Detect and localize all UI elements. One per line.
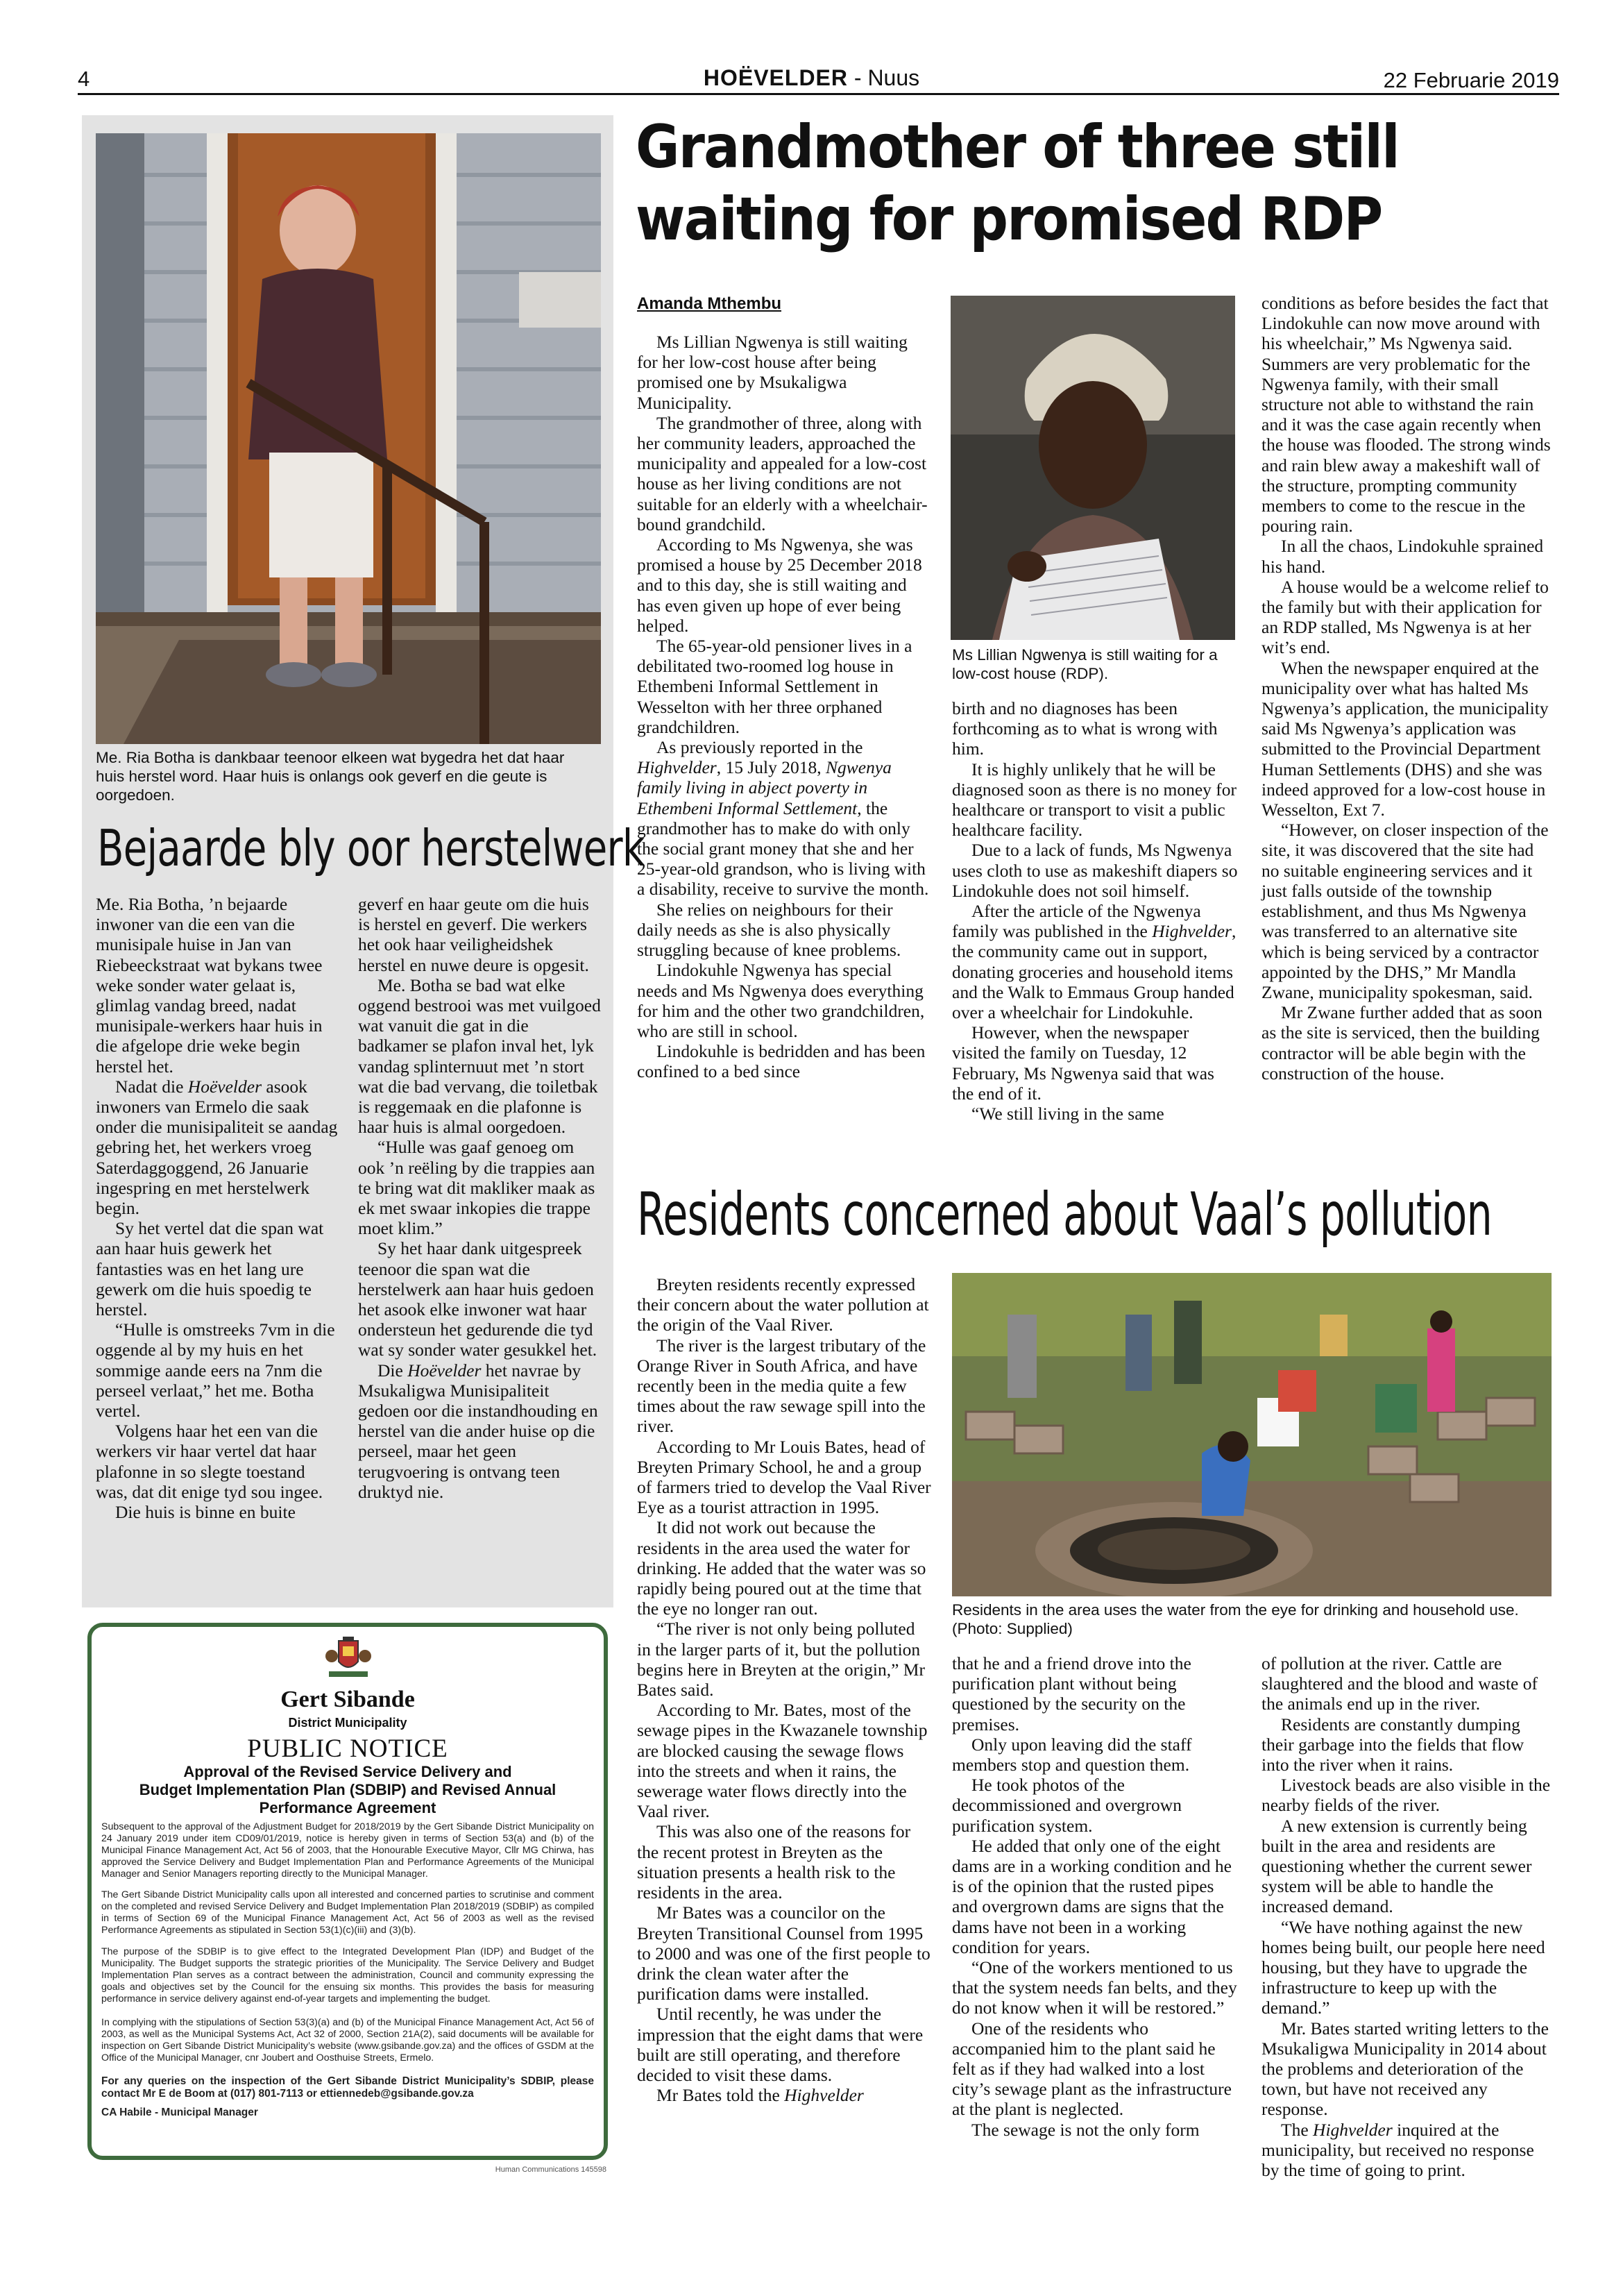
publication-name: HOËVELDER bbox=[703, 65, 848, 90]
header-rule bbox=[78, 93, 1559, 95]
paragraph: A new extension is currently being built in the area and residents are questioning whether the current sewer system will be able to handle the increased demand. bbox=[1261, 1815, 1532, 1917]
page-number: 4 bbox=[78, 67, 90, 91]
notice-org-sub: District Municipality bbox=[288, 1716, 407, 1730]
section-name: - Nuus bbox=[853, 65, 920, 90]
paragraph: Lindokuhle is bedridden and has been confined to a bed since bbox=[637, 1041, 926, 1082]
paragraph: As previously reported in the Highvelder, 15 July 2018, Ngwenya family living in abject poverty in Ethembeni Informal Settlement, the grandmother has to make do with only the social grant money that she and her 25-year-old grandson, who is living with a disability, receive to survive the month. bbox=[637, 737, 929, 900]
paragraph: It did not work out because the residents in the area used the water for drinking. He added that the water was so rapidly being poured out at the time that the eye no longer ran out. bbox=[637, 1517, 926, 1619]
notice-paragraph-4: In complying with the stipulations of Section 53(3)(a) and (b) of the Municipal Finance Management Act, Act 56 of 2003, as well as the Municipal Systems Act, Act 32 of 2000, Section 21A(2), said documents will be available for inspection on Gert Sibande District Municipality’s website (www.gsibande.gov.za) and the offices of GSDM at the Office of the Municipal Manager, cnr Joubert and Oosthuise Streets, Ermelo. bbox=[101, 2017, 594, 2063]
vaal-column-2 bbox=[952, 1653, 1239, 2140]
paragraph: Lindokuhle Ngwenya has special needs and Ms Ngwenya does everything for him and the other two grandchildren, who are still in school. bbox=[637, 960, 925, 1041]
paragraph: After the article of the Ngwenya family was published in the Highvelder, the community came out in support, donating groceries and household items and the Walk to Emmaus Group handed over a wheelchair for Lindokuhle. bbox=[952, 901, 1237, 1023]
rdp-byline: Amanda Mthembu bbox=[637, 294, 782, 313]
paragraph: “Hulle is omstreeks 7vm in die oggende al by my huis en het sommige aande eers na 7nm die perseel verlaat,” het me. Botha vertel. bbox=[96, 1319, 335, 1421]
vaal-photo-caption: Residents in the area uses the water from the eye for drinking and household use. (Photo: Supplied) bbox=[952, 1601, 1519, 1637]
paragraph: He added that only one of the eight dams are in a working condition and he is of the opinion that the rusted pipes and overgrown dams are signs that the dams have not been in a working condition for years. bbox=[952, 1835, 1232, 1957]
notice-subtitle: Approval of the Revised Service Delivery and Budget Implementation Plan (SDBIP) and Revised Annual Performance Agreement bbox=[139, 1763, 556, 1816]
paragraph: Breyten residents recently expressed their concern about the water pollution at the origin of the Vaal River. bbox=[637, 1274, 929, 1335]
paragraph: A house would be a welcome relief to the family but with their application for an RDP stalled, Ms Ngwenya is at her wit’s end. bbox=[1261, 576, 1549, 658]
paragraph: “However, on closer inspection of the site, it was discovered that the site had no suitable engineering services and it just falls outside of the township establishment, and thus Ms Ngwenya was transferred to an alternative site which is being serviced by a contractor appointed by the DHS,” Mr Mandla Zwane, municipality spokesman, said. bbox=[1261, 820, 1549, 1002]
botha-photo-caption: Me. Ria Botha is dankbaar teenoor elkeen wat bygedra het dat haar huis herstel word. Haar huis is onlangs ook geverf en die geute is oorgedoen. bbox=[96, 749, 565, 804]
rdp-column-1 bbox=[637, 332, 930, 1082]
paragraph: “We still living in the same bbox=[971, 1104, 1164, 1124]
paragraph: The grandmother of three, along with her community leaders, approached the municipality and appealed for a low-cost house as her living conditions are not suitable for an elderly with a wheelchair-bound grandchild. bbox=[637, 412, 928, 534]
paragraph: Mr. Bates started writing letters to the Msukaligwa Municipality in 2014 about the problems and deterioration of the town, but have not received any response. bbox=[1261, 2018, 1549, 2120]
lillian-ngwenya-photo bbox=[951, 296, 1235, 640]
paragraph: According to Mr Louis Bates, head of Breyten Primary School, he and a group of farmers tried to develop the Vaal River Eye as a tourist attraction in 1995. bbox=[637, 1436, 931, 1518]
paragraph: However, when the newspaper visited the family on Tuesday, 12 February, Ms Ngwenya said that was the end of it. bbox=[952, 1022, 1214, 1104]
paragraph: Mr Bates told the Highvelder bbox=[656, 2085, 864, 2106]
paragraph: Volgens haar het een van die werkers vir haar vertel dat haar plafonne in so slegte toestand was, dat dit enige tyd sou ingee. bbox=[96, 1421, 323, 1502]
masthead bbox=[0, 65, 1623, 91]
paragraph: Due to a lack of funds, Ms Ngwenya uses cloth to use as makeshift diapers so Lindokuhle does not soil himself. bbox=[952, 840, 1238, 901]
paragraph: geverf en haar geute om die huis is herstel en geverf. Die werkers het ook haar veiligheidshek herstel en nuwe deure is opgesit. bbox=[358, 894, 589, 975]
paragraph: “The river is not only being polluted in the larger parts of it, but the pollution begins here in Breyten at the origin,” Mr Bates said. bbox=[637, 1619, 925, 1700]
public-notice-advert bbox=[82, 1617, 613, 2179]
paragraph: Residents are constantly dumping their garbage into the fields that flow into the river when it rains. bbox=[1261, 1714, 1524, 1775]
paragraph: In all the chaos, Lindokuhle sprained his hand. bbox=[1261, 536, 1544, 577]
paragraph: Die Hoëvelder het navrae by Msukaligwa Munisipaliteit gedoen oor die instandhouding en herstel van die ander huise op die perseel, maar het geen terugvoering is ontvang teen druktyd nie. bbox=[358, 1360, 598, 1502]
paragraph: conditions as before besides the fact that Lindokuhle can now move around with his wheelchair,” Ms Ngwenya said. Summers are very problematic for the Ngwenya family, with their small structure not able to withstand the rain and it was the case again recently when the house was flooded. The strong winds and rain blew away a makeshift wall of the structure, prompting community members to come to the rescue in the pouring rain. bbox=[1261, 293, 1551, 537]
paragraph: It is highly unlikely that he will be diagnosed soon as there is no money for healthcare or transport to visit a public healthcare facility. bbox=[952, 759, 1237, 841]
paragraph: Only upon leaving did the staff members stop and question them. bbox=[952, 1734, 1192, 1775]
paragraph: Sy het haar dank uitgespreek teenoor die span wat die herstelwerk aan haar huis gedoen het asook elke inwoner wat haar ondersteun het gedurende die tyd wat sy sonder water gesukkel het. bbox=[358, 1238, 597, 1360]
vaal-headline: Residents concerned about Vaal’s pollution bbox=[637, 1180, 1493, 1249]
paragraph: Me. Ria Botha, ’n bejaarde inwoner van die een van die munisipale huise in Jan van Riebeeckstraat wat bykans twee weke sonder water gelaat is, glimlag vandag breed, nadat munisipale-werkers haar huis in die afgelope drie weke begin herstel het. bbox=[96, 894, 323, 1077]
paragraph: According to Mr. Bates, most of the sewage pipes in the Kwazanele township are blocked causing the sewage flows into the streets and when it rains, the sewerage water flows directly into the Vaal river. bbox=[637, 1700, 928, 1822]
rdp-headline: Grandmother of three still waiting for promised RDP bbox=[636, 112, 1399, 254]
notice-paragraph-2: The Gert Sibande District Municipality calls upon all interested and concerned parties to scrutinise and comment on the completed and revised Service Delivery and Budget Implementation Plan 2018/2019 (SDBIP) as compiled in terms of Section 69 of the Municipal Finance Management Act, Act 56 of 2003 as well as the revised Performance Agreements as stipulated in Section 53(1)(c)(iii) and (3)(b). bbox=[101, 1889, 594, 1936]
paragraph: Sy het vertel dat die span wat aan haar huis gewerk het fantasties was en het lang ure gewerk om die huis spoedig te herstel. bbox=[96, 1218, 324, 1320]
paragraph: Nadat die Hoëvelder asook inwoners van Ermelo die saak onder die munisipaliteit se aandag gebring het, het werkers vroeg Saterdaggoggend, 26 Januarie ingespring en met herstelwerk begin. bbox=[96, 1076, 338, 1219]
paragraph: of pollution at the river. Cattle are slaughtered and the blood and waste of the animals end up in the river. bbox=[1261, 1653, 1538, 1714]
notice-paragraph-1: Subsequent to the approval of the Adjustment Budget for 2018/2019 by the Gert Sibande District Municipality on 24 January 2019 under item CD09/01/2019, notice is hereby given in terms of Section 53(a) and (b) of the Municipal Finance Management Act, Act 56 of 2003, that the Honourable Executive Mayor, Cllr MG Chirwa, has approved the Service Delivery and Budget Implementation Plan and Performance Agreements of the Municipal Manager and Senior Managers reporting directly to the Municipal Manager. bbox=[101, 1821, 594, 1880]
paragraph: He took photos of the decommissioned and overgrown purification system. bbox=[952, 1775, 1182, 1836]
paragraph: When the newspaper enquired at the municipality over what has halted Ms Ngwenya’s application, the municipality said Ms Ngwenya’s application was submitted to the Provincial Department Human Settlements (DHS) and she was indeed approved for a low-cost house in Wesselton, Ext 7. bbox=[1261, 657, 1549, 820]
vaal-column-3 bbox=[1261, 1653, 1553, 2180]
notice-title: PUBLIC NOTICE bbox=[247, 1734, 448, 1763]
notice-footer: Human Communications 145598 bbox=[495, 2166, 606, 2174]
paragraph: Mr Zwane further added that as soon as the site is serviced, then the building contractor will be able begin with the construction of the house. bbox=[1261, 1002, 1543, 1083]
paragraph: “One of the workers mentioned to us that the system needs fan belts, and they do not know when it will be restored.” bbox=[952, 1957, 1237, 2018]
vaal-column-1 bbox=[637, 1274, 931, 2105]
rdp-column-2 bbox=[952, 698, 1238, 1124]
notice-org-name: Gert Sibande bbox=[280, 1687, 415, 1712]
paragraph: The Highvelder inquired at the municipality, but received no response by the time of going to print. bbox=[1261, 2119, 1534, 2181]
notice-signatory: CA Habile - Municipal Manager bbox=[101, 2107, 258, 2118]
paragraph: Until recently, he was under the impression that the eight dams that were built are still operating, and therefore decided to visit these dams. bbox=[637, 2004, 924, 2085]
paragraph: The sewage is not the only form bbox=[971, 2119, 1200, 2140]
paragraph: The river is the largest tributary of the Orange River in South Africa, and have recently been in the media quite a few times about the raw sewage spill into the river. bbox=[637, 1335, 926, 1437]
paragraph: Me. Botha se bad wat elke oggend bestrooi was met vuilgoed wat vanuit die gat in die badkamer se plafon inval het, lyk vandag splinternuut met ’n stort wat die bad vervang, die toiletbak is reggemaak en die plafonne is haar huis is almal oorgedoen. bbox=[358, 974, 601, 1138]
paragraph: that he and a friend drove into the purification plant without being questioned by the security on the premises. bbox=[952, 1653, 1191, 1734]
paragraph: Mr Bates was a councilor on the Breyten Transitional Counsel from 1995 to 2000 and was one of the first people to drink the clean water after the purification dams were installed. bbox=[637, 1902, 931, 2004]
paragraph: Livestock beads are also visible in the nearby fields of the river. bbox=[1261, 1775, 1551, 1816]
ria-botha-photo bbox=[96, 133, 601, 744]
paragraph: Ms Lillian Ngwenya is still waiting for her low-cost house after being promised one by Msukaligwa Municipality. bbox=[637, 332, 908, 413]
paragraph: birth and no diagnoses has been forthcoming as to what is wrong with him. bbox=[952, 698, 1218, 759]
paragraph: “Hulle was gaaf genoeg om ook ’n reëling by die trappies aan te bring wat dit makliker maak as ek met swaar inkopies die trappe moet klim.” bbox=[358, 1137, 595, 1239]
municipal-crest-icon bbox=[322, 1637, 375, 1681]
vaal-eye-photo bbox=[952, 1273, 1552, 1596]
paragraph: According to Ms Ngwenya, she was promised a house by 25 December 2018 and to this day, she is still waiting and has even given up hope of ever being helped. bbox=[637, 534, 922, 636]
botha-column-2 bbox=[358, 894, 601, 1502]
paragraph: One of the residents who accompanied him to the plant said he felt as if they had walked into a lost city’s sewage plant as the infrastructure at the plant is neglected. bbox=[952, 2018, 1232, 2120]
paragraph: “We have nothing against the new homes being built, our people here need housing, but they have to upgrade the infrastructure to keep up with the demand.” bbox=[1261, 1916, 1545, 2018]
ngwenya-photo-caption: Ms Lillian Ngwenya is still waiting for a low-cost house (RDP). bbox=[952, 646, 1218, 682]
notice-queries: For any queries on the inspection of the Gert Sibande District Municipality’s SDBIP, please contact Mr E de Boom at (017) 801-7113 or ettiennedeb@gsibande.gov.za bbox=[101, 2075, 594, 2100]
issue-date: 22 Februarie 2019 bbox=[1383, 68, 1559, 92]
rdp-column-3 bbox=[1261, 293, 1553, 1083]
paragraph: The 65-year-old pensioner lives in a debilitated two-roomed log house in Ethembeni Informal Settlement in Wesselton with her three orphaned grandchildren. bbox=[637, 636, 912, 737]
paragraph: Die huis is binne en buite bbox=[115, 1502, 296, 1523]
paragraph: This was also one of the reasons for the recent protest in Breyten as the situation presents a health risk to the residents in the area. bbox=[637, 1821, 911, 1903]
paragraph: She relies on neighbours for their daily needs as she is also physically struggling because of knee problems. bbox=[637, 899, 901, 961]
botha-column-1 bbox=[96, 894, 339, 1522]
botha-headline: Bejaarde bly oor herstelwerk bbox=[97, 819, 645, 877]
notice-paragraph-3: The purpose of the SDBIP is to give effect to the Integrated Development Plan (IDP) and Budget of the Municipality. The Budget supports the strategic priorities of the Municipality. The Service Delivery and Budget Implementation Plan serves as a contract between the administration, Council and community expressing the goals and objectives set by the Council for the ensuing six months. This provides the basis for measuring performance in service delivery against end-of-year targets and implementing the budget. bbox=[101, 1946, 594, 2004]
